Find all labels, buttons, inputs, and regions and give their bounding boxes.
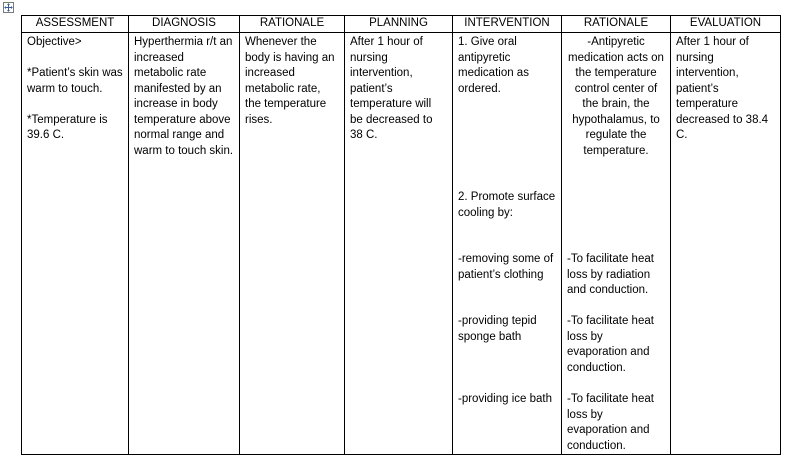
rationale-intervention-cell — [562, 33, 671, 455]
planning-text: After 1 hour of nursing intervention, patient’s temperature will be decreased to 38 C. — [350, 36, 433, 141]
intervention-item-1: 1. Give oral antipyretic medication as ordered. — [458, 36, 529, 95]
header-intervention: INTERVENTION — [453, 16, 562, 33]
header-planning: PLANNING — [345, 16, 453, 33]
move-arrows-icon — [4, 3, 13, 12]
table-move-handle[interactable] — [3, 2, 14, 13]
intervention-sub-2: -providing tepid sponge bath — [458, 315, 537, 343]
planning-cell — [345, 33, 453, 455]
assessment-label: Objective> — [27, 36, 82, 48]
evaluation-cell — [671, 33, 781, 455]
assessment-cell — [22, 33, 129, 455]
rationale-intervention-3: -To facilitate heat loss by evaporation and conduction. — [567, 315, 654, 374]
rationale-intervention-4: -To facilitate heat loss by evaporation and conduction. — [567, 393, 654, 452]
header-row — [22, 16, 781, 33]
nursing-care-plan-table — [21, 15, 781, 455]
intervention-sub-1: -removing some of patient’s clothing — [458, 253, 554, 281]
diagnosis-cell — [129, 33, 240, 455]
header-rationale-2: RATIONALE — [562, 16, 671, 33]
header-evaluation: EVALUATION — [671, 16, 781, 33]
evaluation-text: After 1 hour of nursing intervention, patient’s temperature decreased to 38.4 C. — [676, 36, 769, 141]
header-rationale: RATIONALE — [240, 16, 345, 33]
rationale-intervention-1: -Antipyretic medication acts on the temperature control center of the brain, the hypothalamus, to regulate the temperature. — [568, 36, 664, 157]
header-diagnosis: DIAGNOSIS — [129, 16, 240, 33]
intervention-cell — [453, 33, 562, 455]
rationale-cell — [240, 33, 345, 455]
intervention-item-2: 2. Promote surface cooling by: — [458, 191, 556, 219]
diagnosis-text: Hyperthermia r/t an increased metabolic rate manifested by an increase in body temperature above normal range and warm to touch skin. — [134, 36, 234, 157]
assessment-temperature: *Temperature is 39.6 C. — [27, 113, 108, 141]
intervention-sub-3: -providing ice bath — [458, 393, 552, 405]
rationale-intervention-2: -To facilitate heat loss by radiation and conduction. — [567, 253, 654, 296]
table-row — [22, 33, 781, 455]
assessment-skin: *Patient’s skin was warm to touch. — [27, 67, 123, 95]
rationale-text: Whenever the body is having an increased metabolic rate, the temperature rises. — [245, 36, 335, 126]
header-assessment: ASSESSMENT — [22, 16, 129, 33]
